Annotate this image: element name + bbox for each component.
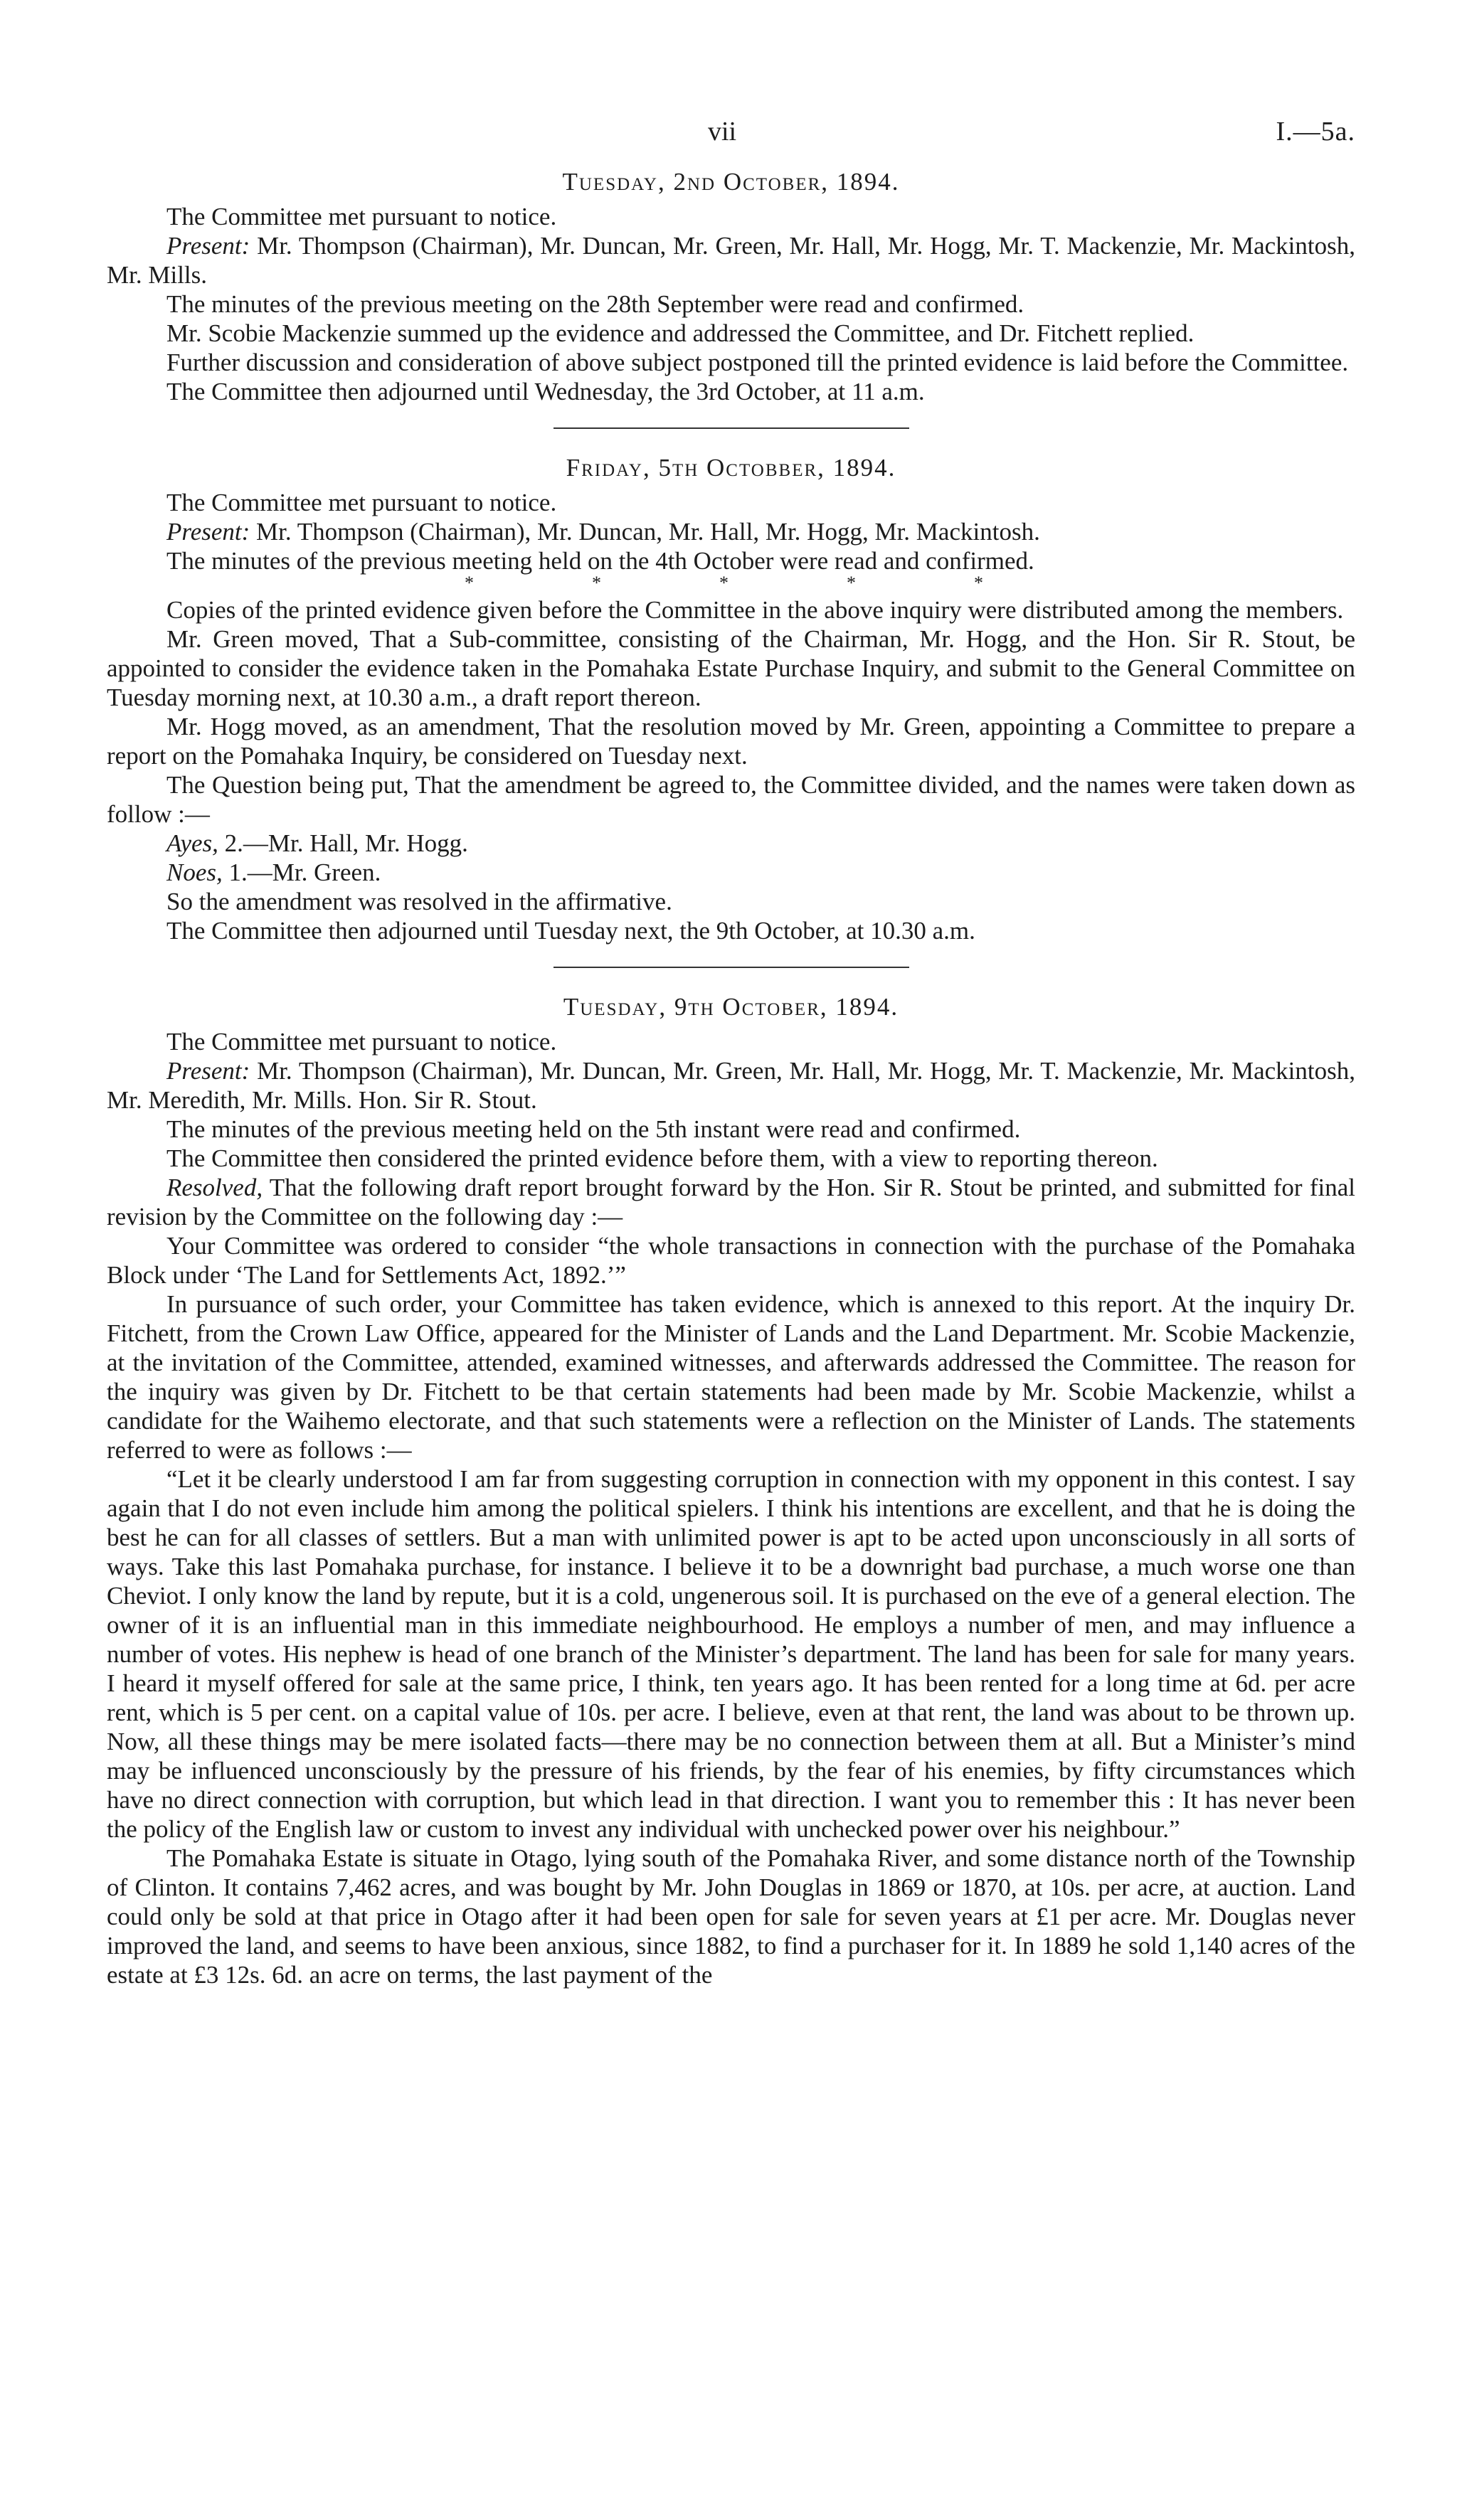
paragraph: The Committee then considered the printed evidence before them, with a view to reporting thereon. <box>166 1144 1158 1172</box>
present-label: Present: <box>166 518 250 546</box>
asterisk: * <box>974 573 983 593</box>
section-divider <box>553 967 909 968</box>
asterisk: * <box>719 573 729 593</box>
document-reference: I.—5a. <box>1276 117 1355 147</box>
paragraph: Mr. Scobie Mackenzie summed up the evidence and addressed the Committee, and Dr. Fitchett replied. <box>166 319 1195 347</box>
paragraph: Further discussion and consideration of above subject postponed till the printed evidence is laid before the Committee. <box>166 349 1349 376</box>
paragraph: Copies of the printed evidence given before the Committee in the above inquiry were distributed among the members. <box>166 596 1344 624</box>
paragraph: In pursuance of such order, your Committee has taken evidence, which is annexed to this report. At the inquiry Dr. Fitchett, from the Crown Law Office, appeared for the Minister of Lands and the Land Department. Mr. Scobie Mackenzie, at the invitation of the Committee, attended, examined witnesses, and afterwards addressed the Committee. The reason for the inquiry was given by Dr. Fitchett to be that certain statements had been made by Mr. Scobie Mackenzie, whilst a candidate for the Waihemo electorate, and that such statements were a reflection on the Minister of Lands. The statements referred to were as follows :— <box>107 1290 1355 1464</box>
present-list: Mr. Thompson (Chairman), Mr. Duncan, Mr. Green, Mr. Hall, Mr. Hogg, Mr. T. Mackenzie, Mr. Mackintosh, Mr. Meredith, Mr. Mills. Hon. Sir R. Stout. <box>107 1057 1355 1114</box>
document-page <box>107 117 1355 1989</box>
noes-line <box>107 858 1355 887</box>
noes-names: 1.—Mr. Green. <box>222 858 381 886</box>
meeting-section-5-october <box>107 453 1355 945</box>
paragraph: The minutes of the previous meeting held on the 5th instant were read and confirmed. <box>166 1115 1021 1143</box>
paragraph: The minutes of the previous meeting held on the 4th October were read and confirmed. <box>166 547 1034 575</box>
paragraph: The Committee met pursuant to notice. <box>166 203 557 230</box>
paragraph: The Committee then adjourned until Wednesday, the 3rd October, at 11 a.m. <box>166 378 925 405</box>
meeting-date-heading: Friday, 5th Octobber, 1894. <box>566 454 896 482</box>
paragraph: Mr. Hogg moved, as an amendment, That the resolution moved by Mr. Green, appointing a Committee to prepare a report on the Pomahaka Inquiry, be considered on Tuesday next. <box>107 713 1355 770</box>
ayes-names: 2.—Mr. Hall, Mr. Hogg. <box>218 829 468 857</box>
present-label: Present: <box>166 232 250 260</box>
resolved-paragraph <box>107 1173 1355 1231</box>
ayes-line <box>107 829 1355 858</box>
paragraph: Your Committee was ordered to consider “the whole transactions in connection with the purchase of the Pomahaka Block under ‘The Land for Settlements Act, 1892.’” <box>107 1232 1355 1289</box>
meeting-date-heading: Tuesday, 2nd October, 1894. <box>562 168 900 196</box>
page-header <box>107 117 1355 160</box>
paragraph: The minutes of the previous meeting on the 28th September were read and confirmed. <box>166 290 1024 318</box>
asterisk: * <box>847 573 856 593</box>
paragraph: The Committee then adjourned until Tuesday next, the 9th October, at 10.30 a.m. <box>166 917 975 945</box>
meeting-section-2-october <box>107 167 1355 406</box>
paragraph: The Committee met pursuant to notice. <box>166 489 557 516</box>
asterisk: * <box>592 573 601 593</box>
paragraph: So the amendment was resolved in the affirmative. <box>166 888 672 915</box>
present-label: Present: <box>166 1057 250 1085</box>
paragraph: The Committee met pursuant to notice. <box>166 1028 557 1056</box>
resolved-label: Resolved, <box>166 1174 263 1201</box>
quoted-statement: “Let it be clearly understood I am far from suggesting corruption in connection with my opponent in this contest. I say again that I do not even include him among the political spielers. I think his intentions are excellent, and that he is doing the best he can for all classes of settlers. But a man with unlimited power is apt to be acted upon unconsciously in all sorts of ways. Take this last Pomahaka purchase, for instance. I believe it to be a downright bad purchase, a much worse one than Cheviot. I only know the land by repute, but it is a cold, ungenerous soil. It is purchased on the eve of a general election. The owner of it is an influential man in this immediate neighbourhood. He employs a number of men, and may influence a number of votes. His nephew is head of one branch of the Minister’s department. The land has been for sale for many years. I heard it myself offered for sale at the same price, I think, ten years ago. It has been rented for a long time at 6d. per acre rent, which is 5 per cent. on a capital value of 10s. per acre. I believe, even at that rent, the land was about to be thrown up. Now, all these things may be mere isolated facts—there may be no connection between them at all. But a Minister’s mind may be influenced unconsciously by the pressure of his friends, by the fear of his enemies, by fifty circumstances which have no direct connection with corruption, but which lead in that direction. I want you to remember this : It has never been the policy of the English law or custom to invest any individual with unchecked power over his neighbour.” <box>107 1465 1355 1843</box>
section-divider <box>553 427 909 429</box>
omission-asterisks <box>107 575 1355 591</box>
ayes-label: Ayes, <box>166 829 218 857</box>
present-list: Mr. Thompson (Chairman), Mr. Duncan, Mr. Green, Mr. Hall, Mr. Hogg, Mr. T. Mackenzie, Mr. Mackintosh, Mr. Mills. <box>107 232 1355 289</box>
resolved-text: That the following draft report brought forward by the Hon. Sir R. Stout be printed, and submitted for final revision by the Committee on the following day :— <box>107 1174 1355 1230</box>
page-number: vii <box>708 117 737 147</box>
present-paragraph <box>107 231 1355 289</box>
present-paragraph <box>107 1056 1355 1115</box>
asterisk: * <box>465 573 474 593</box>
paragraph: Mr. Green moved, That a Sub-committee, consisting of the Chairman, Mr. Hogg, and the Hon. Sir R. Stout, be appointed to consider the evidence taken in the Pomahaka Estate Purchase Inquiry, and submit to the General Committee on Tuesday morning next, at 10.30 a.m., a draft report thereon. <box>107 625 1355 711</box>
meeting-section-9-october <box>107 992 1355 1989</box>
paragraph: The Question being put, That the amendment be agreed to, the Committee divided, and the names were taken down as follow :— <box>107 771 1355 828</box>
meeting-date-heading: Tuesday, 9th October, 1894. <box>563 993 899 1021</box>
present-list: Mr. Thompson (Chairman), Mr. Duncan, Mr. Hall, Mr. Hogg, Mr. Mackintosh. <box>250 518 1040 546</box>
present-paragraph <box>107 517 1355 546</box>
paragraph: The Pomahaka Estate is situate in Otago, lying south of the Pomahaka River, and some distance north of the Township of Clinton. It contains 7,462 acres, and was bought by Mr. John Douglas in 1869 or 1870, at 10s. per acre, at auction. Land could only be sold at that price in Otago after it had been open for sale for seven years at £1 per acre. Mr. Douglas never improved the land, and seems to have been anxious, since 1882, to find a purchaser for it. In 1889 he sold 1,140 acres of the estate at £3 12s. 6d. an acre on terms, the last payment of the <box>107 1844 1355 1989</box>
noes-label: Noes, <box>166 858 223 886</box>
